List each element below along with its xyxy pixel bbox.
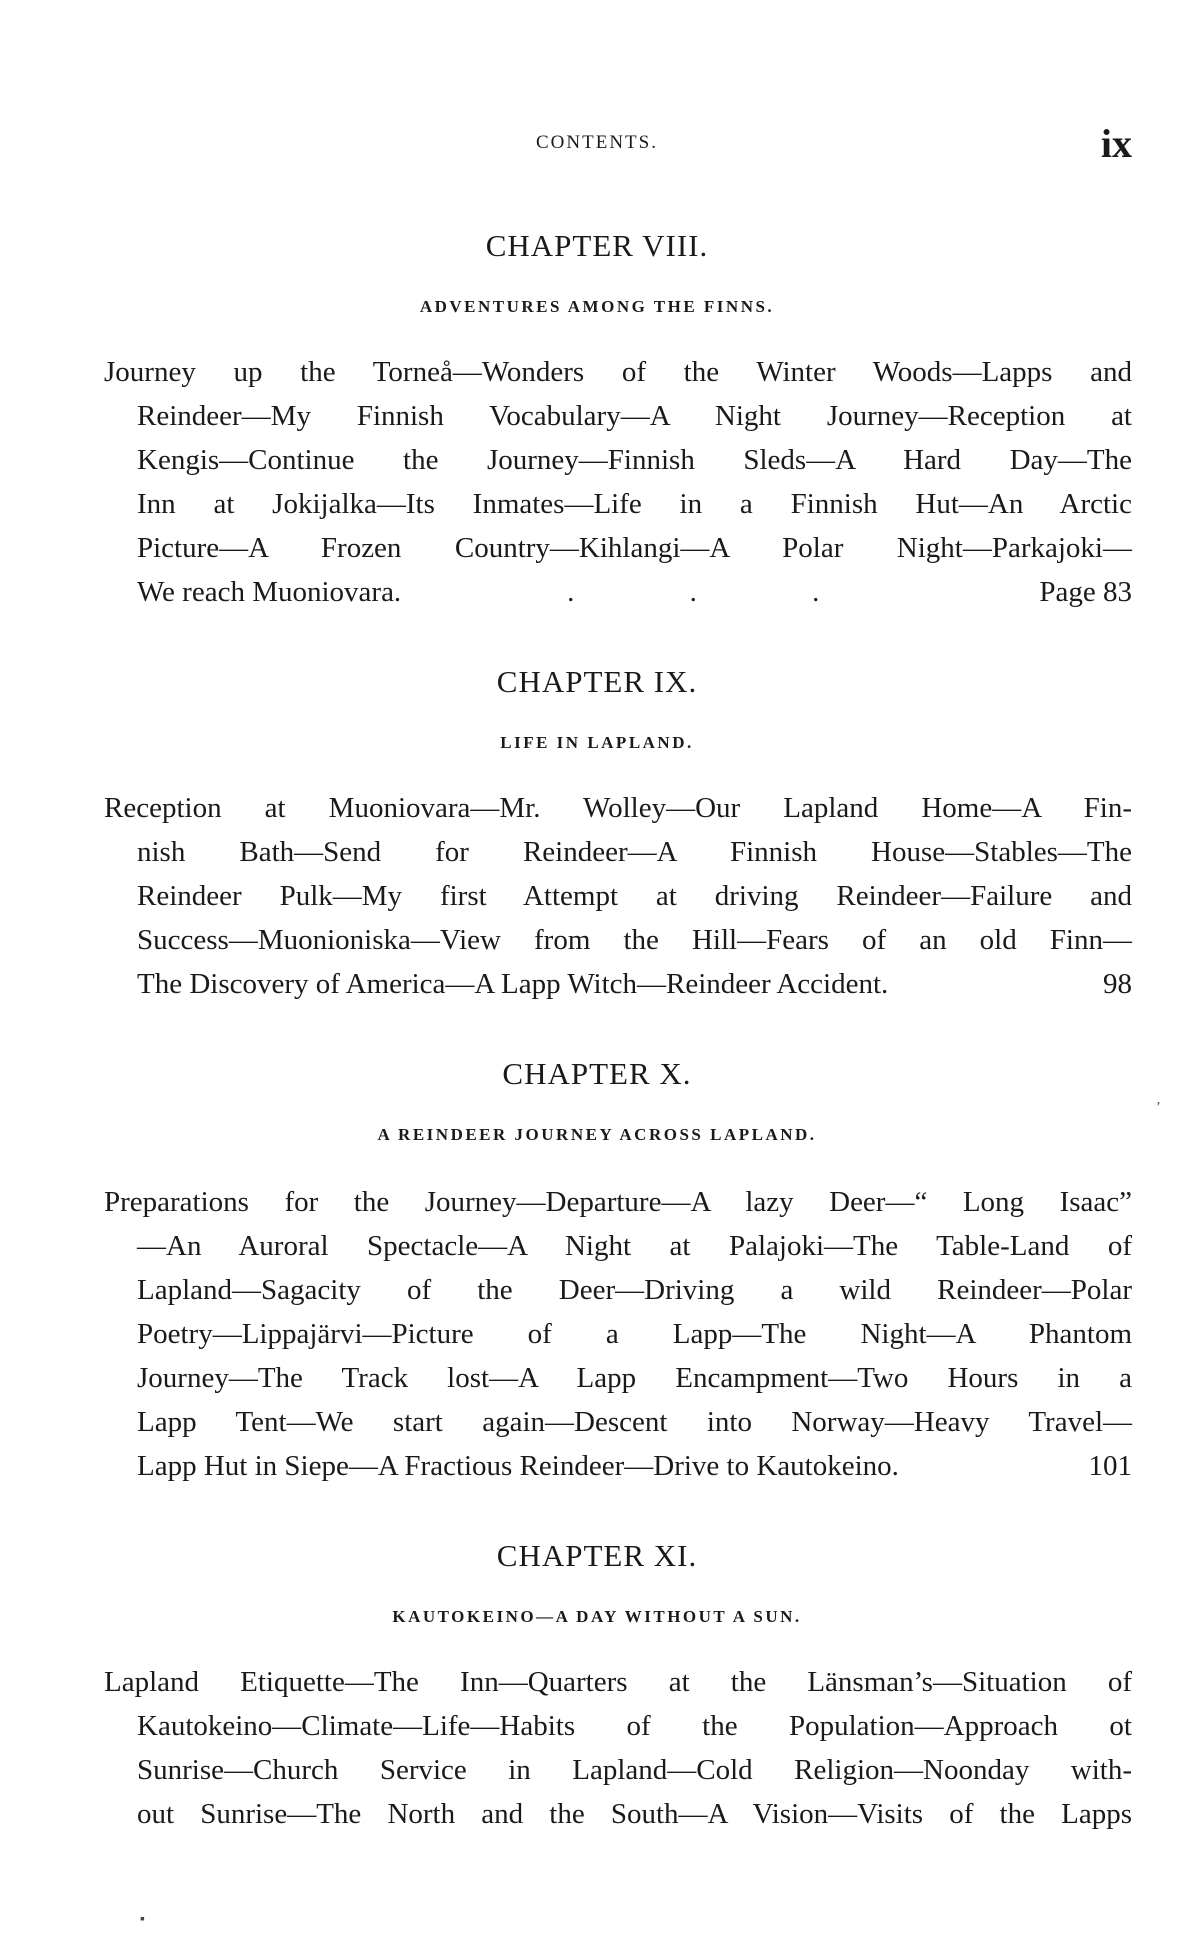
- chapter-title: CHAPTER IX.: [496, 664, 698, 699]
- chapter-title: CHAPTER X.: [502, 1056, 692, 1091]
- chapter-subtitle: LIFE IN LAPLAND.: [500, 733, 694, 752]
- summary-line: Reindeer—My Finnish Vocabulary—A Night Journey—Reception at: [137, 400, 1132, 432]
- page-reference: Page 83: [1039, 576, 1132, 608]
- chapter-9-summary: [104, 786, 1132, 1006]
- page-number: ix: [1100, 121, 1132, 166]
- summary-line: Reception at Muoniovara—Mr. Wolley—Our Lapland Home—A Fin-: [104, 792, 1132, 824]
- chapter-subtitle: A REINDEER JOURNEY ACROSS LAPLAND.: [377, 1125, 817, 1144]
- summary-line: Kautokeino—Climate—Life—Habits of the Population—Approach ot: [137, 1710, 1132, 1742]
- summary-line: Success—Muonioniska—View from the Hill—Fears of an old Finn—: [137, 924, 1132, 956]
- chapter-11-summary: [104, 1660, 1132, 1836]
- summary-line: Preparations for the Journey—Departure—A lazy Deer—“ Long Isaac”: [104, 1186, 1132, 1218]
- summary-line: Inn at Jokijalka—Its Inmates—Life in a Finnish Hut—An Arctic: [137, 488, 1132, 520]
- summary-line: Kengis—Continue the Journey—Finnish Sleds—A Hard Day—The: [137, 444, 1132, 476]
- summary-line: Lapland Etiquette—The Inn—Quarters at the Länsman’s—Situation of: [104, 1666, 1132, 1698]
- stray-ink-mark: ’: [1156, 1100, 1161, 1115]
- summary-line-text: Lapp Hut in Siepe—A Fractious Reindeer—Drive to Kautokeino.: [137, 1450, 899, 1482]
- chapter-title: CHAPTER VIII.: [485, 228, 709, 263]
- summary-line: Reindeer Pulk—My first Attempt at driving Reindeer—Failure and: [137, 880, 1132, 912]
- summary-line: Lapland—Sagacity of the Deer—Driving a wild Reindeer—Polar: [137, 1274, 1132, 1306]
- page-reference: 101: [1088, 1450, 1132, 1482]
- dot-leaders: . . .: [567, 576, 874, 608]
- summary-line: out Sunrise—The North and the South—A Vision—Visits of the Lapps: [137, 1798, 1132, 1830]
- summary-line-text: We reach Muoniovara.: [137, 576, 402, 608]
- summary-line: —An Auroral Spectacle—A Night at Palajoki—The Table-Land of: [137, 1230, 1132, 1262]
- summary-line: Poetry—Lippajärvi—Picture of a Lapp—The Night—A Phantom: [137, 1318, 1132, 1350]
- running-head: [0, 121, 1194, 168]
- summary-line: Journey up the Torneå—Wonders of the Winter Woods—Lapps and: [104, 356, 1132, 388]
- summary-line: Picture—A Frozen Country—Kihlangi—A Polar Night—Parkajoki—: [137, 532, 1132, 564]
- chapter-title: CHAPTER XI.: [496, 1538, 698, 1573]
- stray-ink-mark: ▪: [140, 1912, 145, 1927]
- page-reference: 98: [1103, 968, 1132, 1000]
- chapter-10-heading: [0, 1056, 1194, 1146]
- summary-line: Lapp Tent—We start again—Descent into Norway—Heavy Travel—: [137, 1406, 1132, 1438]
- summary-line-text: The Discovery of America—A Lapp Witch—Reindeer Accident.: [137, 968, 889, 1000]
- chapter-11-heading: [0, 1538, 1194, 1628]
- summary-last-line: [104, 570, 1132, 614]
- summary-line: Journey—The Track lost—A Lapp Encampment—Two Hours in a: [137, 1362, 1132, 1394]
- summary-last-line: [104, 962, 1132, 1006]
- chapter-9-heading: [0, 664, 1194, 754]
- chapter-subtitle: KAUTOKEINO—A DAY WITHOUT A SUN.: [392, 1607, 802, 1626]
- summary-last-line: [104, 1444, 1132, 1488]
- chapter-10-summary: [104, 1180, 1132, 1488]
- summary-line: nish Bath—Send for Reindeer—A Finnish House—Stables—The: [137, 836, 1132, 868]
- chapter-8-summary: [104, 350, 1132, 614]
- chapter-8-heading: [0, 228, 1194, 318]
- running-title: CONTENTS.: [536, 132, 658, 153]
- chapter-subtitle: ADVENTURES AMONG THE FINNS.: [419, 297, 775, 316]
- summary-line: Sunrise—Church Service in Lapland—Cold Religion—Noonday with-: [137, 1754, 1132, 1786]
